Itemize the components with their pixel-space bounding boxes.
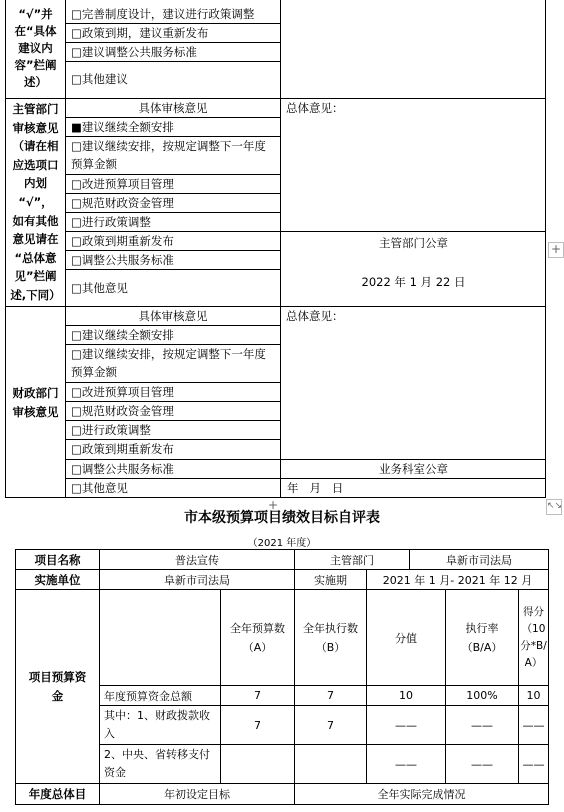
row-rate: —— xyxy=(471,757,493,771)
label-line: 审核意见 xyxy=(12,405,59,419)
table-resize-icon[interactable]: ↖↘ xyxy=(546,499,562,515)
goal-initial-header: 年初设定目标 xyxy=(164,788,230,801)
section1-label xyxy=(6,6,65,91)
page-subtitle: （2021 年度） xyxy=(247,538,317,549)
project-name-value: 普法宣传 xyxy=(175,553,219,567)
label-line: 应选项口 xyxy=(12,157,59,172)
label-line: 内划 xyxy=(24,176,47,191)
label-line: （请在相 xyxy=(12,139,59,154)
section1-label-line: 建议内 xyxy=(18,41,53,55)
supervisor-label: 主管部门 xyxy=(330,553,374,567)
option-checkbox[interactable]: □改进预算项目管理 xyxy=(71,385,174,399)
option-checkbox[interactable]: □完善制度设计，建议进行政策调整 xyxy=(71,7,255,21)
label-line: 主管部门 xyxy=(12,102,59,116)
option-checkbox[interactable]: □调整公共服务标准 xyxy=(71,253,174,267)
section2-overall-label: 总体意见： xyxy=(286,101,344,115)
row-a xyxy=(221,745,294,783)
page-title: 市本级预算项目绩效目标自评表 xyxy=(184,510,380,526)
row-b xyxy=(295,745,366,783)
label-line: 审核意见 xyxy=(12,120,59,135)
row-value: 10 xyxy=(399,689,413,702)
section3-overall-label: 总体意见： xyxy=(286,309,344,323)
business-seal-date: 年 月 日 xyxy=(287,481,344,495)
section2-header: 具体审核意见 xyxy=(138,101,208,115)
section1-label-line: “√”并 xyxy=(18,7,53,21)
unit-value: 阜新市司法局 xyxy=(164,573,230,587)
label-line: 述,下同） xyxy=(10,287,61,302)
annual-goal-label: 年度总体目 xyxy=(28,787,87,801)
option-checkbox[interactable]: □政策到期重新发布 xyxy=(71,234,174,248)
supervisor-value: 阜新市司法局 xyxy=(446,553,512,567)
row-score: —— xyxy=(522,757,545,771)
row-value: —— xyxy=(395,718,417,732)
option-checkbox[interactable]: □进行政策调整 xyxy=(71,423,151,437)
row-b: 7 xyxy=(327,689,334,702)
option-checkbox[interactable]: □政策到期重新发布 xyxy=(71,442,174,456)
period-label: 实施期 xyxy=(314,573,347,587)
period-value: 2021 年 1 月- 2021 年 12 月 xyxy=(382,573,533,587)
finance-review-label xyxy=(6,384,65,422)
option-checkbox[interactable]: □规范财政资金管理 xyxy=(71,196,174,210)
col-annual-exec: 全年执行数（B） xyxy=(303,621,358,654)
section1-label-line: 在“具体 xyxy=(14,24,57,38)
option-checkbox[interactable]: □进行政策调整 xyxy=(71,215,151,229)
row-score: 10 xyxy=(526,689,541,702)
label-line: “√”， xyxy=(18,194,53,209)
option-checkbox[interactable]: □建议继续全额安排 xyxy=(71,328,174,342)
option-continuation: 预算金额 xyxy=(71,157,117,171)
label-line: 财政部门 xyxy=(12,386,59,400)
option-checkbox[interactable]: □其他意见 xyxy=(71,281,128,295)
label-line: 如有其他 xyxy=(12,213,59,228)
unit-label: 实施单位 xyxy=(34,572,81,587)
option-checkbox[interactable]: □建议继续安排，按规定调整下一年度 xyxy=(71,347,266,361)
row-rate: —— xyxy=(471,718,493,732)
option-checkbox[interactable]: □建议继续安排，按规定调整下一年度 xyxy=(71,139,266,153)
supervisor-seal-label: 主管部门公章 xyxy=(379,236,448,250)
option-checkbox[interactable]: □规范财政资金管理 xyxy=(71,404,174,418)
project-name-label: 项目名称 xyxy=(34,552,81,567)
option-checkbox[interactable]: □调整公共服务标准 xyxy=(71,462,174,476)
option-continuation: 预算金额 xyxy=(71,365,117,379)
add-column-plus-icon[interactable]: + xyxy=(267,498,279,512)
option-checkbox[interactable]: □其他建议 xyxy=(71,72,128,86)
row-a: 7 xyxy=(254,689,261,702)
option-checkbox[interactable]: ■建议继续全额安排 xyxy=(71,120,174,134)
label-line: 见”栏阐 xyxy=(14,269,57,284)
label-line: 意见请在 xyxy=(12,232,59,247)
business-seal-label: 业务科室公章 xyxy=(379,462,448,476)
row-label: 2、中央、省转移支付资金 xyxy=(104,748,210,779)
row-rate: 100% xyxy=(466,689,498,702)
row-a: 7 xyxy=(254,718,261,732)
goal-actual-header: 全年实际完成情况 xyxy=(377,788,466,801)
supervisor-review-label xyxy=(6,100,65,305)
col-score: 得分（10分*B/A） xyxy=(520,605,547,669)
row-label: 年度预算资金总额 xyxy=(104,690,192,703)
section1-label-line: 容”栏阐 xyxy=(14,58,57,72)
row-b: 7 xyxy=(327,718,334,732)
label-line: “总体意 xyxy=(14,250,57,265)
row-score: —— xyxy=(522,718,545,732)
col-exec-rate: 执行率（B/A） xyxy=(461,621,503,654)
funds-label: 项目预算资金 xyxy=(28,669,87,703)
section1-label-line: 述） xyxy=(24,75,47,89)
supervisor-seal-date: 2022 年 1 月 22 日 xyxy=(361,275,466,289)
col-annual-budget: 全年预算数（A） xyxy=(230,621,285,654)
section3-header: 具体审核意见 xyxy=(138,309,208,323)
option-checkbox[interactable]: □改进预算项目管理 xyxy=(71,177,174,191)
row-label: 其中：1、财政拨款收入 xyxy=(104,709,210,740)
option-checkbox[interactable]: □建议调整公共服务标准 xyxy=(71,45,197,59)
option-checkbox[interactable]: □其他意见 xyxy=(71,481,128,495)
col-score-value: 分值 xyxy=(395,631,417,645)
option-checkbox[interactable]: □政策到期，建议重新发布 xyxy=(71,26,209,40)
add-row-plus-icon[interactable]: + xyxy=(548,242,564,258)
row-value: —— xyxy=(395,757,417,771)
